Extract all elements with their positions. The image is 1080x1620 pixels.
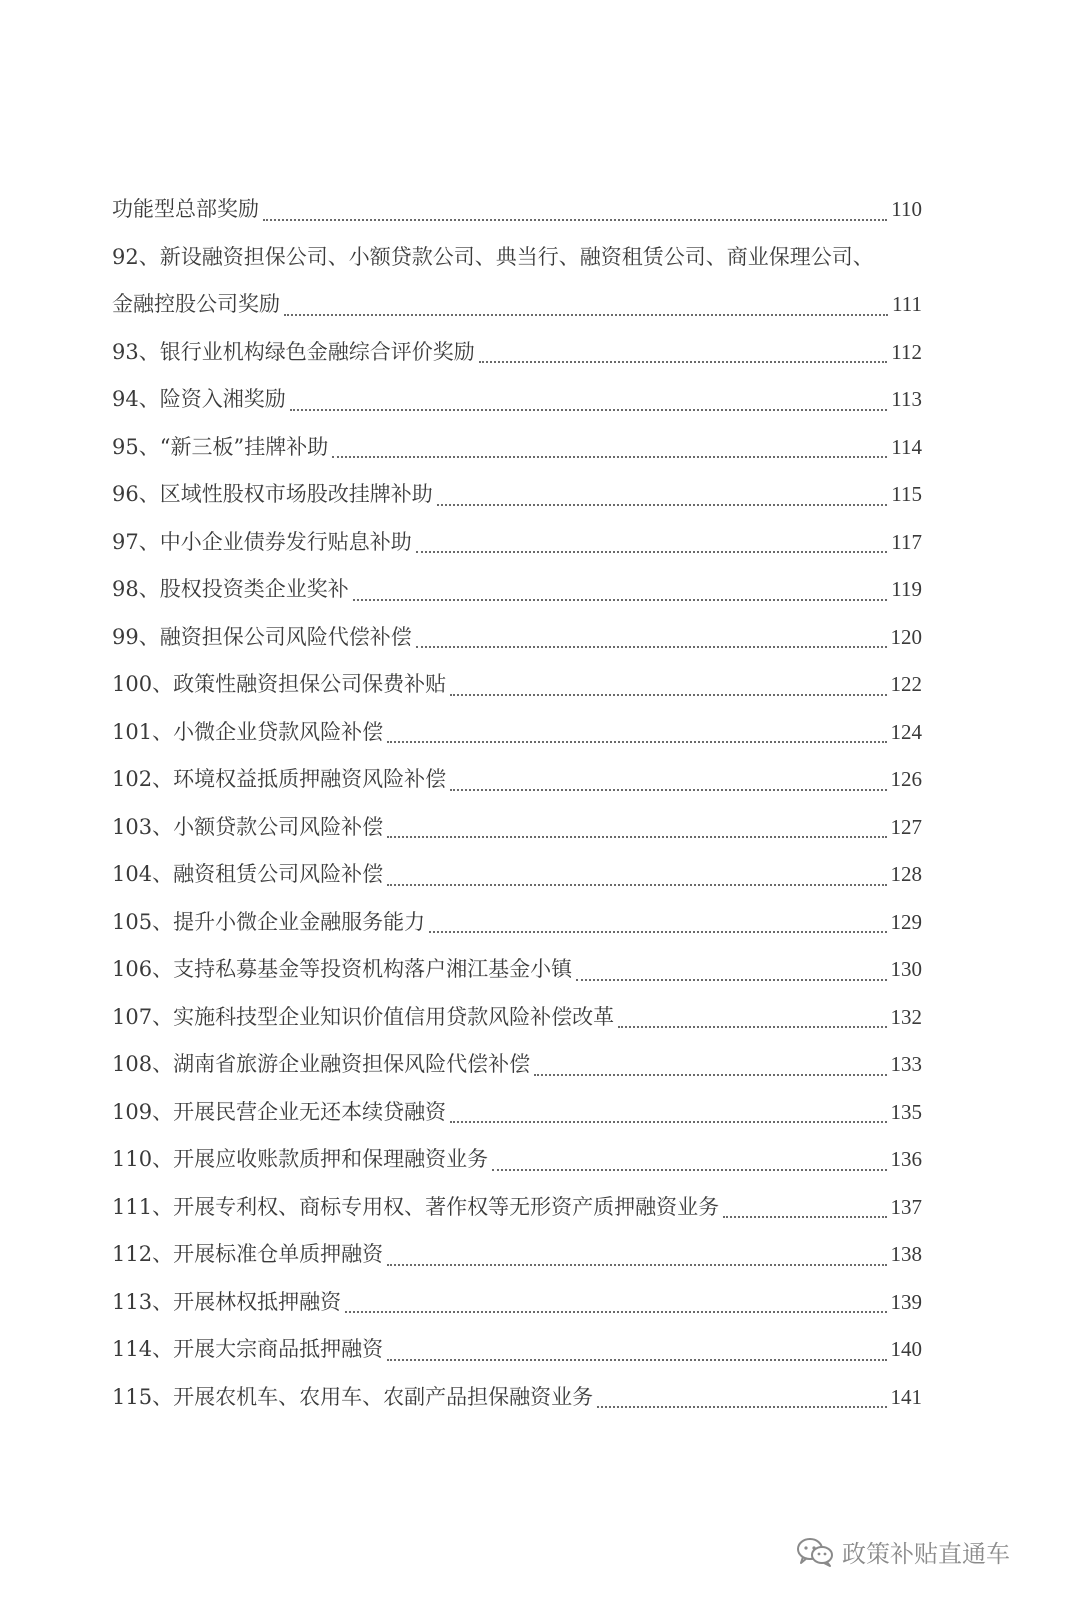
- toc-entry-page: 126: [890, 767, 922, 791]
- toc-entry[interactable]: [112, 424, 922, 472]
- toc-entry-title: 114、开展大宗商品抵押融资: [112, 1337, 384, 1361]
- watermark-text: 政策补贴直通车: [842, 1540, 1010, 1568]
- toc-dot-leader: [353, 599, 888, 601]
- toc-entry-page: 114: [891, 434, 922, 459]
- toc-entry-page: 130: [890, 957, 922, 981]
- toc-entry[interactable]: [112, 281, 922, 329]
- toc-entry-title: 100、政策性融资担保公司保费补贴: [112, 672, 447, 696]
- toc-entry-page: 127: [890, 814, 922, 839]
- toc-entry-title: 113、开展林权抵押融资: [112, 1289, 342, 1314]
- toc-dot-leader: [387, 1264, 886, 1266]
- toc-entry-title: 功能型总部奖励: [112, 197, 259, 221]
- toc-entry-page: 113: [891, 387, 922, 411]
- toc-entry[interactable]: [112, 851, 922, 899]
- toc-dot-leader: [284, 314, 888, 316]
- toc-dot-leader: [534, 1074, 886, 1076]
- toc-entry-title: 97、中小企业债券发行贴息补助: [112, 529, 412, 554]
- toc-entry[interactable]: [112, 804, 922, 852]
- toc-entry-page: 136: [890, 1147, 922, 1171]
- toc-entry[interactable]: [112, 1279, 922, 1327]
- toc-entry-page: 132: [890, 1004, 922, 1029]
- toc-entry-page: 138: [890, 1242, 922, 1266]
- toc-entry[interactable]: [112, 946, 922, 994]
- toc-entry-title: 104、融资租赁公司风险补偿: [112, 862, 384, 886]
- toc-dot-leader: [450, 789, 886, 791]
- toc-entry-title: 103、小额贷款公司风险补偿: [112, 814, 384, 839]
- toc-dot-leader: [332, 456, 887, 458]
- toc-entry[interactable]: [112, 1184, 922, 1232]
- toc-entry-page: 120: [890, 624, 922, 649]
- toc-entry[interactable]: [112, 899, 922, 947]
- toc-entry[interactable]: [112, 186, 922, 234]
- toc-entry[interactable]: [112, 1041, 922, 1089]
- toc-entry-title: 94、险资入湘奖励: [112, 387, 286, 411]
- toc-entry[interactable]: [112, 519, 922, 567]
- toc-dot-leader: [450, 694, 886, 696]
- toc-dot-leader: [416, 551, 888, 553]
- toc-entry[interactable]: [112, 1374, 922, 1422]
- toc-entry-title: 112、开展标准仓单质押融资: [112, 1242, 384, 1266]
- toc-entry[interactable]: [112, 234, 922, 282]
- table-of-contents: [112, 186, 922, 1421]
- toc-dot-leader: [429, 931, 886, 933]
- toc-entry-page: 141: [890, 1384, 922, 1409]
- toc-entry-page: 128: [890, 862, 922, 886]
- toc-dot-leader: [387, 884, 886, 886]
- toc-dot-leader: [597, 1406, 886, 1408]
- toc-entry-page: 111: [892, 292, 922, 316]
- toc-entry[interactable]: [112, 661, 922, 709]
- toc-entry-title: 110、开展应收账款质押和保理融资业务: [112, 1147, 489, 1171]
- toc-entry-title: 102、环境权益抵质押融资风险补偿: [112, 767, 447, 791]
- toc-entry[interactable]: [112, 756, 922, 804]
- toc-entry-title: 108、湖南省旅游企业融资担保风险代偿补偿: [112, 1052, 531, 1076]
- toc-entry-page: 133: [890, 1052, 922, 1076]
- toc-entry-title: 92、新设融资担保公司、小额贷款公司、典当行、融资租赁公司、商业保理公司、: [112, 244, 874, 269]
- toc-entry-page: 122: [890, 672, 922, 696]
- toc-dot-leader: [437, 504, 888, 506]
- toc-entry-title: 93、银行业机构绿色金融综合评价奖励: [112, 339, 475, 364]
- toc-entry-title: 106、支持私募基金等投资机构落户湘江基金小镇: [112, 957, 573, 981]
- toc-entry-page: 115: [891, 482, 922, 506]
- toc-entry[interactable]: [112, 1136, 922, 1184]
- toc-dot-leader: [618, 1026, 886, 1028]
- toc-dot-leader: [479, 361, 888, 363]
- toc-dot-leader: [387, 741, 886, 743]
- toc-entry-title: 115、开展农机车、农用车、农副产品担保融资业务: [112, 1384, 594, 1409]
- toc-entry-title: 107、实施科技型企业知识价值信用贷款风险补偿改革: [112, 1004, 615, 1029]
- toc-entry-page: 124: [890, 719, 922, 744]
- toc-entry-page: 117: [891, 529, 922, 554]
- toc-entry-page: 137: [890, 1194, 922, 1219]
- wechat-watermark: [796, 1534, 1010, 1569]
- toc-entry[interactable]: [112, 1326, 922, 1374]
- toc-dot-leader: [387, 1359, 886, 1361]
- toc-dot-leader: [416, 646, 887, 648]
- toc-dot-leader: [576, 979, 886, 981]
- toc-dot-leader: [387, 836, 886, 838]
- toc-entry[interactable]: [112, 329, 922, 377]
- toc-entry[interactable]: [112, 566, 922, 614]
- toc-entry[interactable]: [112, 1089, 922, 1137]
- wechat-icon: [796, 1537, 834, 1567]
- toc-entry-page: 112: [891, 339, 922, 364]
- toc-entry-title: 109、开展民营企业无还本续贷融资: [112, 1099, 447, 1124]
- toc-entry-title: 96、区域性股权市场股改挂牌补助: [112, 482, 433, 506]
- toc-dot-leader: [492, 1169, 886, 1171]
- toc-entry-title: 99、融资担保公司风险代偿补偿: [112, 624, 412, 649]
- toc-dot-leader: [345, 1311, 886, 1313]
- toc-entry-page: 129: [890, 909, 922, 934]
- toc-entry-page: 140: [890, 1337, 922, 1361]
- toc-dot-leader: [263, 219, 887, 221]
- toc-dot-leader: [450, 1121, 886, 1123]
- toc-entry[interactable]: [112, 471, 922, 519]
- toc-dot-leader: [290, 409, 888, 411]
- toc-entry-title: 95、“新三板”挂牌补助: [112, 434, 329, 459]
- toc-entry[interactable]: [112, 994, 922, 1042]
- toc-entry-title: 98、股权投资类企业奖补: [112, 577, 349, 601]
- toc-entry[interactable]: [112, 1231, 922, 1279]
- toc-entry[interactable]: [112, 376, 922, 424]
- toc-entry-page: 110: [891, 197, 922, 221]
- toc-entry[interactable]: [112, 709, 922, 757]
- toc-entry-page: 119: [891, 577, 922, 601]
- toc-entry-title: 金融控股公司奖励: [112, 292, 280, 316]
- toc-entry-title: 105、提升小微企业金融服务能力: [112, 909, 426, 934]
- toc-entry-page: 135: [890, 1099, 922, 1124]
- toc-entry-title: 101、小微企业贷款风险补偿: [112, 719, 384, 744]
- toc-dot-leader: [723, 1216, 886, 1218]
- toc-entry-title: 111、开展专利权、商标专用权、著作权等无形资产质押融资业务: [112, 1194, 720, 1219]
- toc-entry-page: 139: [890, 1289, 922, 1314]
- toc-entry[interactable]: [112, 614, 922, 662]
